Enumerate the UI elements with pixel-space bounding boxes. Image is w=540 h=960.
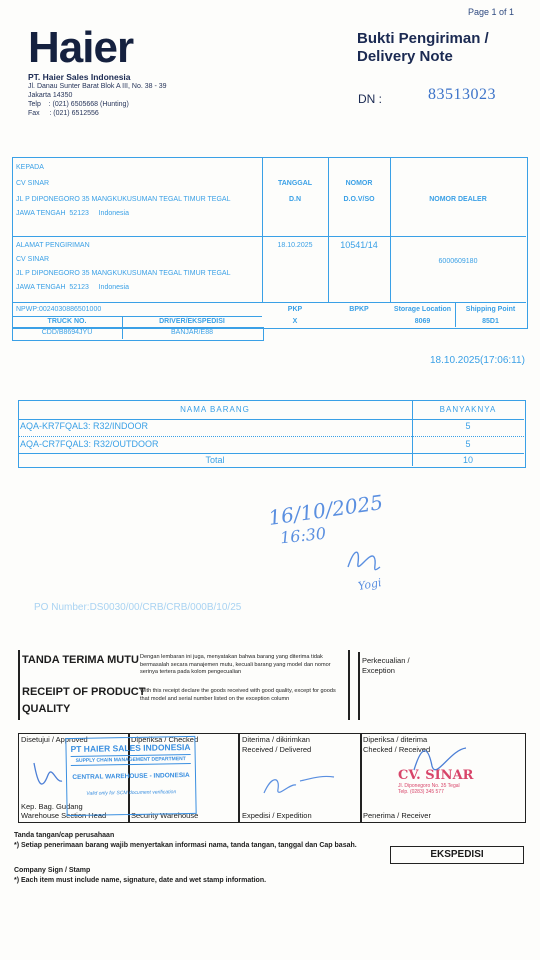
stamp-line: PT HAIER SALES INDONESIA	[70, 741, 191, 755]
handwritten-time: 16:30	[279, 523, 327, 548]
shipping-name: CV SINAR	[16, 256, 50, 263]
stamp-line: CENTRAL WAREHOUSE - INDONESIA	[72, 771, 190, 782]
approved-label: Disetujui / Approved	[21, 735, 88, 744]
shipping-address: JL P DIPONEGORO 35 MANGKUKUSUMAN TEGAL TIMUR TEGAL	[16, 270, 231, 277]
warehouse-head-label-en: Warehouse Section Head	[21, 811, 107, 820]
receiver-signature	[410, 740, 470, 785]
recipient-address: JL P DIPONEGORO 35 MANGKUKUSUMAN TEGAL TIMUR TEGAL	[16, 196, 231, 203]
sign-stamp-label: Tanda tangan/cap perusahaan	[14, 832, 115, 839]
recipient-region: JAWA TENGAH 52123 Indonesia	[16, 210, 129, 217]
quality-title-en-2: QUALITY	[22, 703, 71, 715]
stamp-line: Valid only for SCM document verification	[86, 789, 177, 797]
receiver-stamp-name: CV. SINAR	[398, 768, 474, 783]
shipping-label: ALAMAT PENGIRIMAN	[16, 242, 90, 249]
exception-label: Perkecualian /	[362, 656, 410, 665]
exception-label-en: Exception	[362, 666, 395, 675]
receiver-stamp-line: Telp. (0283) 345 577	[398, 789, 444, 795]
company-fax: Fax : (021) 6512556	[28, 110, 99, 117]
received-label-en: Checked / Received	[363, 745, 431, 754]
truck-label: TRUCK NO.	[47, 318, 87, 325]
security-label: Security Warehouse	[131, 811, 199, 820]
delivered-label-en: Received / Delivered	[242, 745, 312, 754]
company-address-line: Jl. Danau Sunter Barat Blok A III, No. 38 - 39	[28, 83, 167, 90]
storage-value: 8069	[414, 318, 431, 325]
item-row-qty: 5	[465, 421, 471, 431]
handwritten-initials: Yogi	[357, 576, 383, 593]
item-row-qty: 5	[465, 439, 471, 449]
warehouse-head-label: Kep. Bag. Gudang	[21, 802, 83, 811]
title-line-1: Bukti Pengiriman /	[357, 30, 489, 47]
shipping-point-value: 85D1	[482, 318, 499, 325]
item-qty-header: BANYAKNYA	[439, 405, 497, 414]
item-name-header: NAMA BARANG	[180, 405, 250, 414]
stamp-line: SUPPLY CHAIN MANAGEMENT DEPARTMENT	[71, 754, 191, 766]
tanggal-sub: D.N	[288, 196, 302, 203]
total-label: Total	[205, 455, 225, 465]
print-timestamp: 18.10.2025(17:06:11)	[430, 355, 525, 366]
handwritten-date: 16/10/2025	[266, 490, 385, 530]
shipping-region: JAWA TENGAH 52123 Indonesia	[16, 284, 129, 291]
driver-name: BANJAR/E88	[170, 329, 214, 336]
copy-label: EKSPEDISI	[390, 846, 524, 864]
checked-label: Diperiksa / Checked	[131, 735, 199, 744]
shipping-point-label: Shipping Point	[465, 306, 516, 313]
nomor-header: NOMOR	[345, 180, 373, 187]
item-row-name: AQA-KR7FQAL3: R32/INDOOR	[20, 421, 149, 431]
tanggal-header: TANGGAL	[277, 180, 313, 187]
npwp: NPWP:0024030886501000	[16, 306, 102, 313]
po-number: PO Number:DS0030/00/CRB/CRB/000B/10/25	[34, 602, 242, 613]
title-line-2: Delivery Note	[357, 48, 453, 65]
quality-title-id: TANDA TERIMA MUTU	[22, 654, 139, 666]
sign-stamp-note: *) Setiap penerimaan barang wajib menyertakan informasi nama, tanda tangan, tanggal dan Cap basah.	[14, 842, 357, 849]
company-sign-label: Company Sign / Stamp	[14, 867, 91, 874]
quality-title-en-1: RECEIPT OF PRODUCT	[22, 686, 146, 698]
expedition-label: Expedisi / Expedition	[242, 811, 312, 820]
warehouse-stamp	[65, 735, 199, 816]
bpkp-label: BPKP	[349, 306, 369, 313]
dn-number: 83513023	[428, 86, 496, 103]
storage-label: Storage Location	[393, 306, 452, 313]
order-number: 10541/14	[340, 240, 378, 250]
nomor-sub: D.O.V/SO	[343, 196, 375, 203]
received-label: Diperiksa / diterima	[363, 735, 428, 744]
document-title	[357, 30, 489, 66]
receiver-stamp-line: Jl. Diponegoro No. 35 Tegal	[398, 783, 460, 789]
approver-signature	[28, 755, 68, 800]
dealer-header: NOMOR DEALER	[429, 196, 487, 203]
quality-text-id: Dengan lembaran ini juga, menyatakan bahwa barang yang diterima tidak bermasalah secara manajemen mutu, kecuali barang yang model dan nomor serinya tertera pada kolom pengecualian	[140, 654, 331, 675]
receiver-label: Penerima / Receiver	[363, 811, 431, 820]
company-phone: Telp : (021) 6505668 (Hunting)	[28, 101, 129, 108]
company-sign-note: *) Each item must include name, signature, date and wet stamp information.	[14, 877, 267, 884]
dealer-number: 6000609180	[438, 258, 478, 265]
truck-number: CDD/B8694JYU	[41, 329, 93, 336]
delivered-label: Diterima / dikirimkan	[242, 735, 310, 744]
dn-label: DN :	[358, 92, 382, 106]
haier-logo: Haier	[28, 23, 134, 72]
recipient-name: CV SINAR	[16, 180, 50, 187]
shipping-date: 18.10.2025	[277, 242, 313, 249]
expedition-signature	[260, 765, 340, 810]
pkp-label: PKP	[287, 306, 303, 313]
company-address-line: Jakarta 14350	[28, 92, 73, 99]
driver-label: DRIVER/EKSPEDISI	[159, 318, 225, 325]
kepada-label: KEPADA	[16, 164, 44, 171]
page-number: Page 1 of 1	[468, 7, 515, 17]
quality-text-en: With this receipt declare the goods received with good quality, except for goods that model and serial number listed on the exception column	[140, 688, 336, 702]
pkp-value: X	[292, 318, 298, 325]
total-value: 10	[462, 455, 473, 465]
item-row-name: AQA-CR7FQAL3: R32/OUTDOOR	[20, 439, 159, 449]
company-name: PT. Haier Sales Indonesia	[28, 72, 131, 82]
